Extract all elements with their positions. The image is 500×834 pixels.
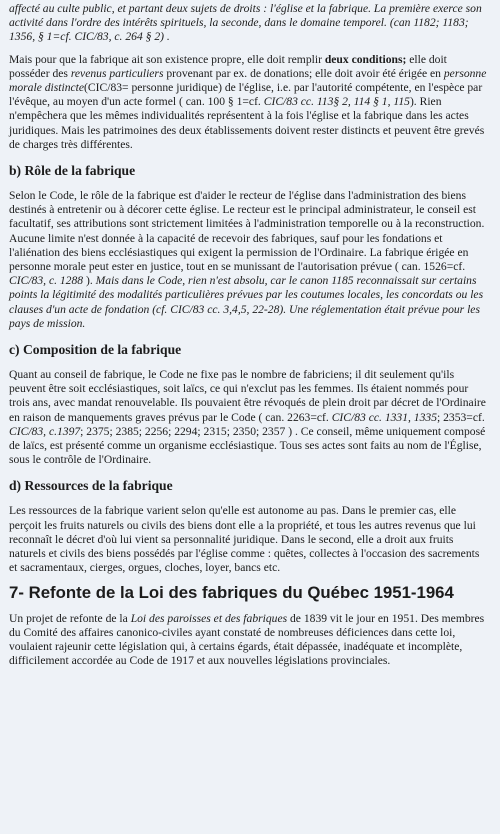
- role-paragraph: [9, 189, 490, 331]
- text-run: deux conditions;: [324, 52, 407, 66]
- ressources-paragraph: [9, 504, 490, 575]
- heading-composition: c) Composition de la fabrique: [9, 342, 182, 358]
- text-run: elle doit posséder des: [9, 52, 447, 80]
- text-run: revenus particuliers: [70, 66, 164, 80]
- text-run: ). Rien n'empêchera que les mêmes individualités représentent à la fois l'église et la fabrique dans les actes juridiques. Mais les patrimoines des deux établissements doivent rester distincts et peuvent être grevés de charges très différentes.: [9, 95, 485, 151]
- text-run: provenant par ex. de donations; elle doit avoir été érigée en: [163, 66, 444, 80]
- heading-role: b) Rôle de la fabrique: [9, 163, 136, 179]
- refonte-paragraph: [9, 612, 490, 669]
- composition-paragraph: [9, 368, 490, 467]
- text-run: personne morale distincte: [9, 66, 487, 95]
- text-run: Loi des paroisses et des fabriques: [130, 611, 288, 625]
- text-run: Mais pour que la fabrique ait son existence propre, elle doit remplir: [9, 52, 325, 66]
- text-run: Mais dans le Code, rien n'est absolu, car le canon 1185 reconnaissait sur certains points la légitimité des modalités particulières prévues par les coutumes locales, les concordats ou les clauses d'un acte de fondation (cf. CIC/83 cc. 3,4,5, 22-28). Une réglementation était prévue pour les pays de mission.: [9, 274, 484, 330]
- text-run: ; 2353=cf.: [437, 410, 485, 424]
- text-run: Selon le Code, le rôle de la fabrique est d'aider le recteur de l'église dans l'administration des biens destinés à entretenir ou à décorer cette église. Le recteur est le principal administrateur, le conseil est facultatif, ses attributions sont strictement limitées à l'administration temporelle ou à la reconstruction. Aucune limite n'est donnée à la capacité de recevoir des fabriques, sauf pour les fondations et l'aliénation des biens ecclésiastiques qui exigent la permission de l'Ordinaire. La fabrique érigée en personne morale peut ester en justice, tout en se munissant de l'autorisation prévue ( can. 1526=cf.: [9, 189, 485, 274]
- text-run: Les ressources de la fabrique varient selon qu'elle est autonome au pas. Dans le premier cas, elle perçoit les fruits naturels ou civils des biens dont elle a la propriété, et tous les autres revenus que lui reconnaît le décret d'où lui vient sa personnalité juridique. Dans le second, elle a droit aux fruits naturels et civils des biens possédés par l'église comme : quêtes, collectes à l'occasion des sacrements et sacramentaux, cierges, orgues, cloches, loyer, bancs etc.: [9, 504, 480, 575]
- text-run: (CIC/83= personne juridique) de l'église, i.e. par l'autorité compétente, en l'espèce par l'évêque, au moyen d'un acte formel ( can. 100 § 1=cf.: [9, 81, 483, 109]
- text-run: affecté au culte public, et partant deux sujets de droits : l'église et la fabrique. La première exerce son activité dans l'ordre des intérêts spirituels, la seconde, dans le domaine temporel. (can 1182; 1183; 1356, § 1=cf. CIC/83, c. 264 § 2) .: [9, 2, 482, 44]
- text-run: CIC/83 cc. 1331, 1335: [331, 410, 437, 424]
- text-run: ).: [83, 274, 96, 288]
- conditions-paragraph: [9, 53, 490, 152]
- text-run: de 1839 vit le jour en 1951. Des membres du Comité des affaires canonico-civiles ayant constaté de nombreuses déficiences dans cette loi, voulaient rajeunir cette législation qui, à certains égards, était dépassée, inadéquate et incomplète, difficilement accordée au Code de 1917 et aux nouvelles législations provinciales.: [9, 611, 485, 668]
- text-run: CIC/83, c.1397: [9, 424, 81, 438]
- heading-refonte: 7- Refonte de la Loi des fabriques du Québec 1951-1964: [9, 582, 454, 602]
- text-run: CIC/83, c. 1288: [9, 274, 84, 288]
- intro-paragraph: [9, 2, 490, 45]
- text-run: Quant au conseil de fabrique, le Code ne fixe pas le nombre de fabriciens; il dit seulement qu'ils peuvent être soit ecclésiastiques, soit laïcs, ce qui n'exclut pas les femmes. Ils étaient nommés pour trois ans, avec mandat renouvelable. Ils pouvaient être révoqués de plein droit par décret de l'Ordinaire en raison de manquements graves prévus par le Code ( can. 2263=cf.: [9, 368, 486, 424]
- heading-ressources: d) Ressources de la fabrique: [9, 478, 173, 494]
- text-run: Un projet de refonte de la: [9, 611, 131, 625]
- text-run: ; 2375; 2385; 2256; 2294; 2315; 2350; 2357 ) . Ce conseil, même uniquement composé de laïcs, est présenté comme un organisme ecclésiastique. Tous ses actes sont faits au nom de l'Église, sous le contrôle de l'Ordinaire.: [9, 424, 486, 467]
- text-run: CIC/83 cc. 113§ 2, 114 § 1, 115: [263, 95, 410, 109]
